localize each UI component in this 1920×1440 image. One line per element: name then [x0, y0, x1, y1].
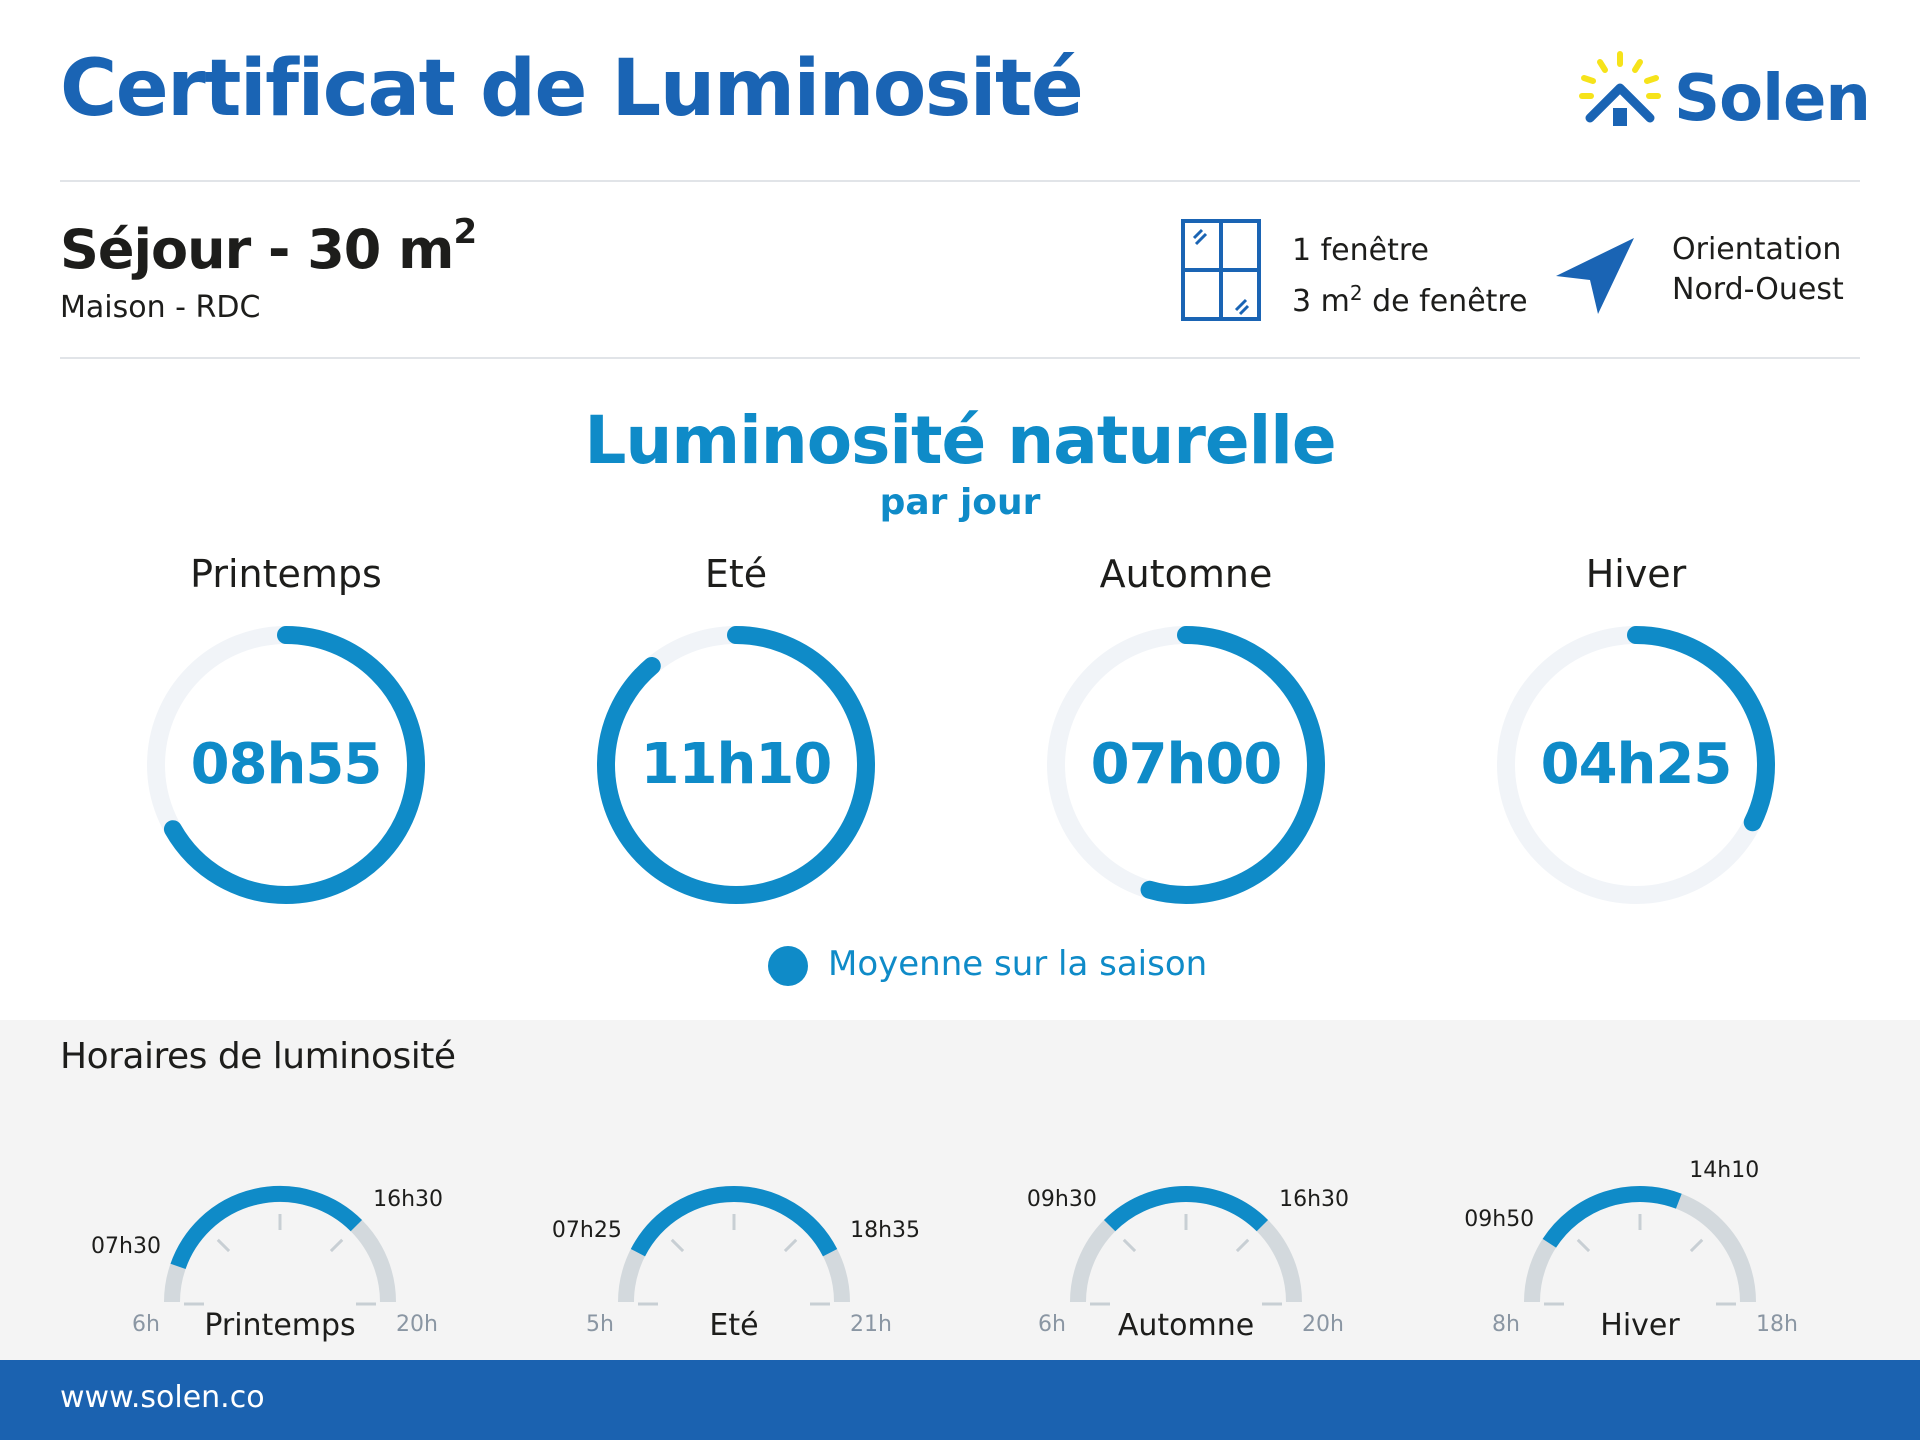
- gauge-end-time: 14h10: [1689, 1158, 1760, 1184]
- gauge-tick-mark: [672, 1240, 683, 1251]
- gauge-arc: [1549, 1194, 1678, 1243]
- gauge-start-time: 09h30: [1026, 1186, 1097, 1212]
- gauge-tick-mark: [1237, 1240, 1248, 1251]
- room-subtitle: Maison - RDC: [60, 290, 261, 325]
- gauge-tick-mark: [1124, 1240, 1135, 1251]
- ring-ete: [591, 620, 881, 910]
- gauge-min-label: 5h: [586, 1312, 614, 1337]
- season-label-printemps: Printemps: [190, 552, 382, 596]
- gauge-season-label: Printemps: [204, 1308, 356, 1343]
- gauge-max-label: 18h: [1756, 1312, 1798, 1337]
- window-text: 1 fenêtre 3 $m^2$ de fenêtre: [1292, 233, 1528, 319]
- brand-name: Solen: [1674, 62, 1870, 136]
- season-label-hiver: Hiver: [1585, 552, 1687, 596]
- gauge-tick-mark: [218, 1240, 229, 1251]
- section-title: Luminosité naturelle: [584, 402, 1336, 479]
- compass-arrow-icon: [1552, 232, 1636, 316]
- gauge-end-time: 16h30: [373, 1186, 444, 1212]
- ring-printemps: [141, 620, 431, 910]
- divider: [60, 357, 1860, 359]
- footer-link[interactable]: www.solen.co: [60, 1380, 265, 1415]
- gauge-min-label: 6h: [1038, 1312, 1066, 1337]
- room-title: Séjour - 30 $m^2$: [60, 212, 477, 281]
- ring-value: 08h55: [190, 732, 382, 797]
- gauge-start-time: 09h50: [1464, 1207, 1535, 1233]
- window-icon: [1180, 218, 1262, 322]
- gauge-season-label: Hiver: [1600, 1308, 1680, 1343]
- solen-logo[interactable]: [1570, 48, 1870, 138]
- header: [60, 0, 1870, 180]
- gauge-hiver: [1450, 1122, 1830, 1352]
- gauge-max-label: 21h: [850, 1312, 892, 1337]
- gauge-tick-mark: [331, 1240, 342, 1251]
- gauge-max-label: 20h: [1302, 1312, 1344, 1337]
- gauge-tick-mark: [1578, 1240, 1589, 1251]
- season-label-automne: Automne: [1099, 552, 1273, 596]
- gauge-max-label: 20h: [396, 1312, 438, 1337]
- gauge-min-label: 6h: [132, 1312, 160, 1337]
- gauge-end-time: 16h30: [1279, 1186, 1350, 1212]
- orientation-text: Orientation Nord-Ouest: [1672, 232, 1844, 307]
- gauge-track: [172, 1194, 388, 1302]
- gauge-start-time: 07h30: [91, 1234, 161, 1260]
- gauge-ete: [544, 1122, 924, 1352]
- section-subtitle: par jour: [879, 482, 1041, 523]
- gauge-printemps: [90, 1122, 470, 1352]
- gauge-min-label: 8h: [1492, 1312, 1520, 1337]
- gauge-season-label: Automne: [1117, 1308, 1255, 1343]
- gauge-track: [1078, 1194, 1294, 1302]
- page-title: Certificat de Luminosité: [60, 44, 1083, 134]
- footer: [0, 1360, 1920, 1440]
- gauge-track: [1532, 1194, 1748, 1302]
- legend-dot-icon: [768, 946, 808, 986]
- ring-value: 11h10: [640, 732, 832, 797]
- gauge-start-time: 07h25: [551, 1218, 622, 1244]
- gauge-tick-mark: [785, 1240, 796, 1251]
- ring-hiver: [1491, 620, 1781, 910]
- sun-house-icon: [1570, 48, 1670, 138]
- ring-value: 04h25: [1540, 732, 1732, 797]
- gauge-automne: [996, 1122, 1376, 1352]
- panel-title: Horaires de luminosité: [60, 1036, 456, 1077]
- gauge-tick-mark: [1691, 1240, 1702, 1251]
- gauge-track: [626, 1194, 842, 1302]
- schedule-panel: [0, 1020, 1920, 1360]
- gauge-end-time: 18h35: [850, 1218, 921, 1244]
- gauge-arc: [178, 1194, 356, 1266]
- ring-value: 07h00: [1090, 732, 1282, 797]
- divider: [60, 180, 1860, 182]
- ring-automne: [1041, 620, 1331, 910]
- legend-text: Moyenne sur la saison: [828, 944, 1208, 984]
- gauge-season-label: Eté: [709, 1308, 759, 1343]
- season-label-ete: Eté: [704, 552, 768, 596]
